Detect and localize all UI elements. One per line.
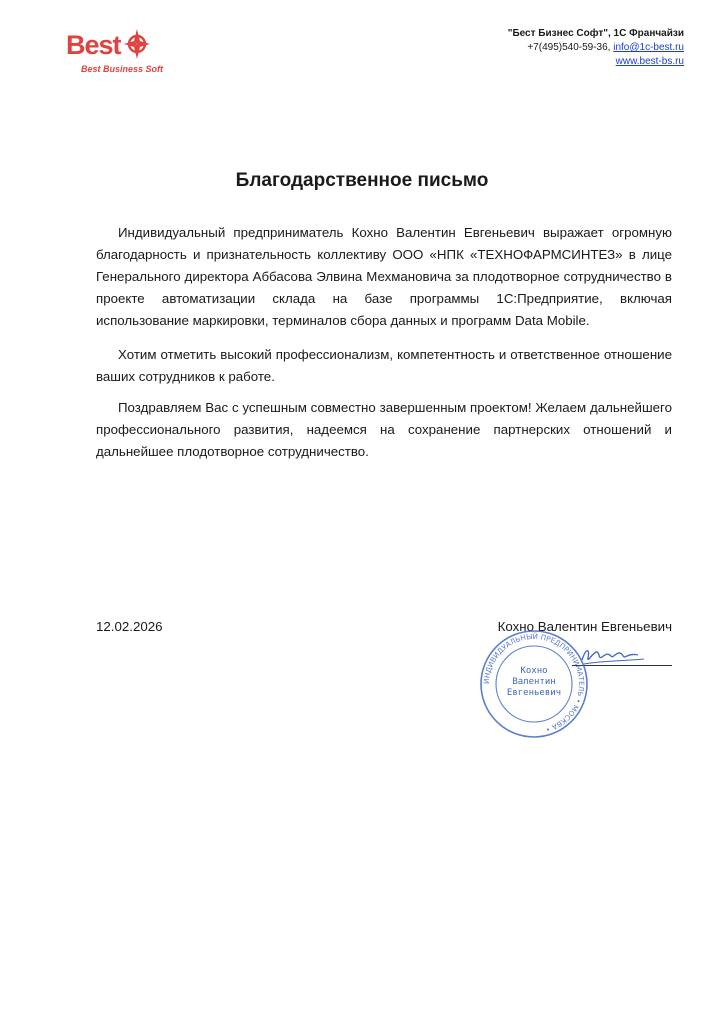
letter-date: 12.02.2026 — [96, 619, 163, 634]
stamp-center-text — [496, 666, 572, 699]
website-link[interactable]: www.best-bs.ru — [615, 56, 684, 67]
letter-body — [96, 222, 672, 472]
paragraph: Поздравляем Вас с успешным совместно завершенным проектом! Желаем дальнейшего профессионального развития, надеемся на сохранение партнерских отношений и дальнейшее плодотворное сотрудничество. — [96, 400, 672, 459]
paragraph: Хотим отметить высокий профессионализм, компетентность и ответственное отношение ваших сотрудников к работе. — [96, 347, 672, 384]
document-title: Благодарственное письмо — [235, 170, 489, 191]
stamp-line: Кохно — [520, 666, 548, 676]
stamp-line: Валентин — [512, 677, 556, 687]
compass-icon — [124, 29, 150, 59]
company-name: "Бест Бизнес Софт", 1С Франчайзи — [507, 28, 684, 39]
paragraph: Индивидуальный предприниматель Кохно Валентин Евгеньевич выражает огромную благодарность и признательность коллективу ООО «НПК «ТЕХНОФАРМСИНТЕЗ» в лице Генерального директора Аббасова Элвина Мехмановича за плодотворное сотрудничество в проекте автоматизации склада на базе программы 1С:Предприятие, включая использование маркировки, терминалов сбора данных и программ Data Mobile. — [96, 225, 672, 328]
logo-subtitle: Best Business Soft — [81, 64, 164, 74]
logo-wordmark: Best — [66, 30, 121, 60]
website-line — [508, 55, 684, 69]
stamp-ring-text: ИНДИВИДУАЛЬНЫЙ ПРЕДПРИНИМАТЕЛЬ • МОСКВА • — [481, 631, 587, 735]
phone-number: +7(495)540-59-36, — [527, 42, 611, 53]
handwritten-signature — [578, 642, 648, 668]
signer-name: Кохно Валентин Евгеньевич — [497, 619, 672, 634]
email-link[interactable]: info@1c-best.ru — [613, 42, 684, 53]
stamp-line: Евгеньевич — [506, 688, 562, 698]
company-contacts — [508, 27, 684, 69]
contact-line — [508, 41, 684, 55]
company-logo — [66, 28, 176, 78]
